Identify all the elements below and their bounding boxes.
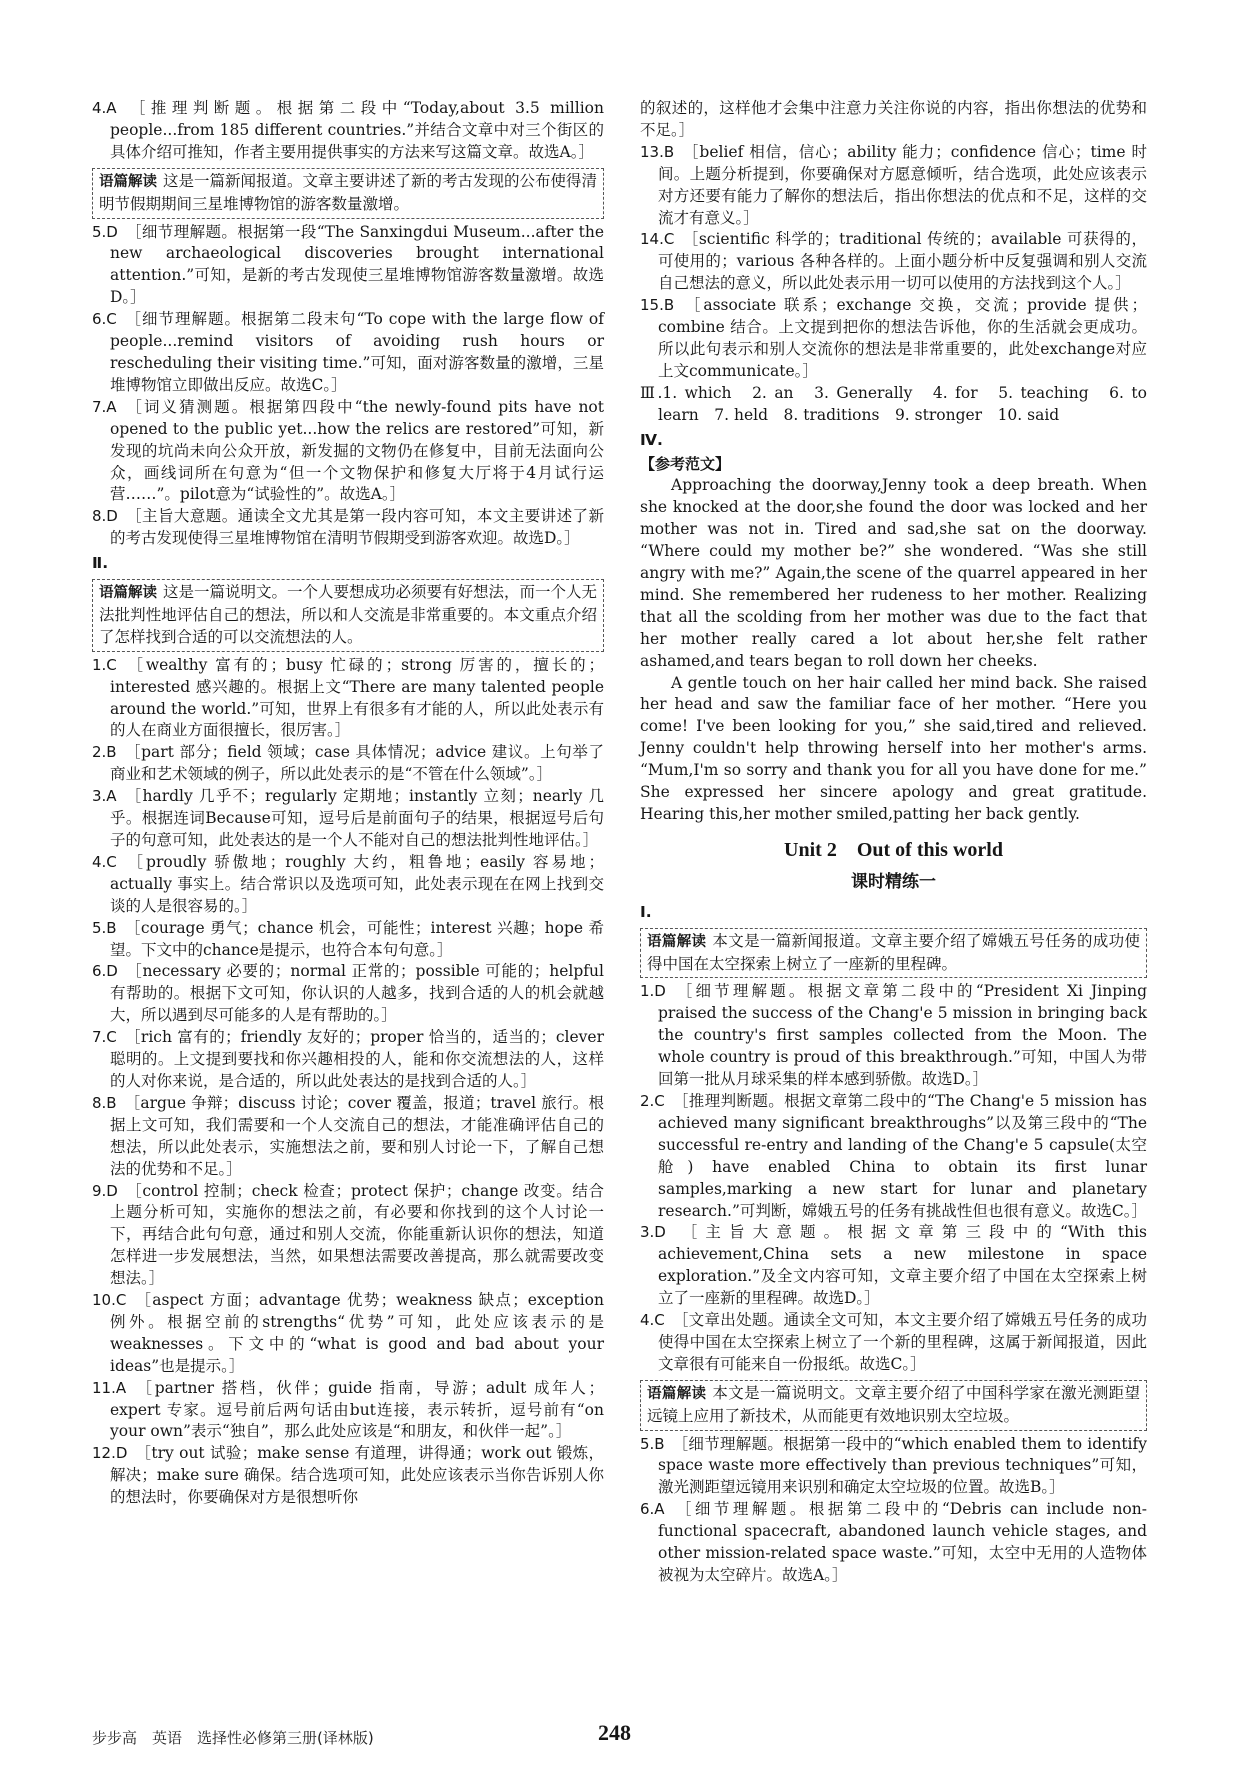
answer-number: 2.B [92, 743, 117, 762]
answer-item [92, 742, 604, 786]
answer-explanation: ［courage 勇气；chance 机会，可能性；interest 兴趣；hope 希望。下文中的chance是提示，也符合本句句意。］ [110, 918, 604, 959]
answer-number: 15.B [640, 296, 675, 315]
answer-explanation: ［aspect 方面；advantage 优势；weakness 缺点；exception 例外。根据空前的strengths“优势”可知，此处应该表示的是weaknesses。下文中的“what is good and bad about your ideas”也是提示。］ [110, 1291, 604, 1375]
answer-number: 4.C [92, 852, 117, 871]
answer-number: 8.B [92, 1093, 117, 1112]
answer-item [92, 961, 604, 1027]
answer-number: 11.A [92, 1378, 127, 1397]
right-column [640, 98, 1147, 1587]
answer-explanation: ［scientific 科学的；traditional 传统的；available 可获得的，可使用的；various 各种各样的。上面小题分析中反复强调和别人交流自己想法的意义，所以此处表示用一切可以使用的方法找到这个人。］ [658, 230, 1147, 293]
answer-item [92, 1181, 604, 1291]
answer-explanation: ［词义猜测题。根据第四段中“the newly-found pits have not opened to the public yet...how the relics are restored”可知，新发现的坑尚未向公众开放，新发掘的文物仍在修复中，目前无法面向公众，画线词所在句意为“但一个文物保护和修复大厅将于4月试行运营……”。pilot意为“试验性的”。故选A。］ [110, 397, 604, 504]
answer-number: 14.C [640, 230, 675, 249]
answer-item [92, 222, 604, 310]
answer-number: 2.C [640, 1091, 665, 1110]
answer-item [92, 1443, 604, 1509]
answer-explanation: ［细节理解题。根据第二段末句“To cope with the large flow of people...remind visitors of avoiding rush hours or rescheduling their visiting time.”可知，面对游客数量的激增，三星堆博物馆立即做出反应。故选C。］ [110, 310, 604, 394]
answer-number: 13.B [640, 142, 675, 161]
answer-item [92, 1093, 604, 1181]
answer-explanation: ［细节理解题。根据第一段“The Sanxingdui Museum...after the new archaeological discoveries brought international attention.”可知，是新的考古发现使三星堆博物馆游客数量激增。故选D。］ [110, 222, 604, 307]
continued-text: 的叙述的，这样他才会集中注意力关注你说的内容，指出你想法的优势和不足。］ [640, 99, 1147, 139]
answer-explanation: ［partner 搭档，伙伴；guide 指南，导游；adult 成年人；expert 专家。逗号前后两句话由but连接，表示转折，逗号前有“on your own”表示“独自”，那么此处应该是“和朋友，和伙伴一起”。］ [110, 1378, 604, 1441]
box-text: 本文是一篇新闻报道。文章主要介绍了嫦娥五号任务的成功使得中国在太空探索上树立了一座新的里程碑。 [647, 931, 1140, 973]
answer-item [640, 142, 1147, 230]
box-text: 这是一篇说明文。一个人要想成功必须要有好想法，而一个人无法批判性地评估自己的想法，所以和人交流是非常重要的。本文重点介绍了怎样找到合适的可以交流想法的人。 [99, 583, 598, 646]
answer-item [640, 981, 1147, 1091]
answer-number: 4.A [92, 99, 117, 117]
answer-item [92, 918, 604, 962]
box-tag: 语篇解读 [99, 173, 157, 190]
section-marker: Ⅱ. [92, 554, 109, 573]
section-marker: Ⅰ. [640, 902, 652, 921]
answer-explanation: ［细节理解题。根据文章第二段中的“President Xi Jinping praised the success of the Chang'e 5 mission in bringing back the country's first samples collected from the Moon. The whole country is proud of this breakthrough.”可知，中国人为带回第一批从月球采集的样本感到骄傲。故选D。］ [658, 982, 1147, 1089]
answer-number: 10.C [92, 1291, 127, 1310]
answer-item [92, 1027, 604, 1093]
answer-explanation: ［主旨大意题。根据文章第三段中的“With this achievement,China sets a new milestone in space exploration.”及全文内容可知，文章主要介绍了中国在太空探索上树立了一座新的里程碑。故选D。］ [658, 1223, 1147, 1308]
answer-explanation: ［推理判断题。根据第二段中“Today,about 3.5 million people...from 185 different countries.”并结合文章中对三个街区的具体介绍可推知，作者主要用提供事实的方法来写这篇文章。故选A。］ [110, 99, 604, 161]
answer-group [92, 98, 604, 164]
answer-item [92, 655, 604, 743]
answer-explanation: ［proudly 骄傲地；roughly 大约，粗鲁地；easily 容易地；actually 事实上。结合常识以及选项可知，此处表示现在在网上找到交谈的人是很容易的。］ [110, 852, 604, 915]
answer-number: 4.C [640, 1311, 665, 1330]
essay-paragraph: A gentle touch on her hair called her mind back. She raised her head and saw the familiar face of her mother. “Here you come! I've been looking for you,” she said,tired and relieved. Jenny couldn't help throwing herself into her mother's arms. “Mum,I'm so sorry and thank you for all you have done for me.” She expressed her sincere apology and great gratitude. Hearing this,her mother smiled,patting her back gently. [640, 673, 1147, 823]
answer-item [92, 852, 604, 918]
box-text: 本文是一篇说明文。文章主要介绍了中国科学家在激光测距望远镜上应用了新技术，从而能更有效地识别太空垃圾。 [647, 1383, 1140, 1425]
answer-number: 3.D [640, 1223, 666, 1242]
answer-explanation: ［argue 争辩；discuss 讨论；cover 覆盖，报道；travel 旅行。根据上文可知，我们需要和一个人交流自己的想法，才能准确评估自己的想法，所以此处表示，实施想法之前，要和别人讨论一下，了解自己想法的优势和不足。］ [110, 1093, 604, 1178]
page-number: 248 [598, 1720, 631, 1745]
answer-explanation: ［associate 联系；exchange 交换，交流；provide 提供；combine 结合。上文提到把你的想法告诉他，你的生活就会更成功。所以此句表示和别人交流你的想法是非常重要的，此处exchange对应上文communicate。］ [658, 296, 1147, 380]
answer-number: 6.C [92, 310, 117, 329]
answer-number: 1.C [92, 655, 117, 674]
passage-reading-box [640, 928, 1147, 979]
answer-item [640, 1499, 1147, 1587]
answer-group [92, 222, 604, 551]
lesson-subtitle: 课时精练一 [851, 871, 936, 892]
section-three-answers: Ⅲ.1. which 2. an 3. Generally 4. for 5. teaching 6. to learn 7. held 8. traditions 9. stronger 10. said [640, 383, 1147, 424]
answer-item [640, 295, 1147, 383]
answer-item [92, 1378, 604, 1444]
answer-explanation: ［wealthy 富有的；busy 忙碌的；strong 厉害的，擅长的；interested 感兴趣的。根据上文“There are many talented people around the world.”可知，世界上有很多有才能的人，所以此处表示有的人在商业方面很擅长，很厉害。］ [110, 655, 604, 740]
answer-number: 7.C [92, 1028, 117, 1047]
box-tag: 语篇解读 [647, 1385, 707, 1402]
answer-item [92, 786, 604, 852]
answer-number: 3.A [92, 787, 117, 806]
answer-number: 6.D [92, 962, 118, 981]
answer-explanation: ［细节理解题。根据第一段中的“which enabled them to identify space waste more effectively than previous techniques”可知，激光测距望远镜用来识别和确定太空垃圾的位置。故选B。］ [658, 1434, 1147, 1497]
essay-paragraph: Approaching the doorway,Jenny took a deep breath. When she knocked at the door,she found the door was locked and her mother was not in. Tired and sad,she sat on the doorway. “Where could my mother be?” she wondered. “Was she still angry with me?” Again,the scene of the quarrel appeared in her mind. She remembered her rudeness to her mother. Realizing that all the scolding from her mother was due to the fact that her mother really cared a lot about her,she felt rather ashamed,and tears began to roll down her cheeks. [640, 476, 1147, 670]
answer-explanation: ［hardly 几乎不；regularly 定期地；instantly 立刻；nearly 几乎。根据连词Because可知，逗号后是前面句子的结果，根据逗号后句子的句意可知，此处表达的是一个人不能对自己的想法批判性地评估。］ [110, 787, 604, 849]
answer-number: 1.D [640, 982, 666, 1001]
answer-explanation: ［try out 试验；make sense 有道理，讲得通；work out 锻炼，解决；make sure 确保。结合选项可知，此处应该表示当你告诉别人你的想法时，你要确保对方是很想听你 [110, 1444, 604, 1507]
answer-number: 5.D [92, 222, 118, 241]
book-footer: 步步高 英语 选择性必修第三册(译林版) [92, 1729, 374, 1747]
answer-group [92, 655, 604, 1509]
box-tag: 语篇解读 [647, 933, 707, 950]
answer-number: 12.D [92, 1444, 128, 1463]
answer-explanation: ［推理判断题。根据文章第二段中的“The Chang'e 5 mission has achieved many significant breakthroughs”以及第三段中的“The successful re-entry and landing of the Chang'e 5 capsule(太空舱) have enabled China to obtain its first lunar samples,marking a new start for lunar and planetary research.”可判断，嫦娥五号的任务有挑战性但也很有意义。故选C。］ [658, 1091, 1147, 1220]
passage-reading-box [640, 1380, 1147, 1431]
answer-item [640, 1434, 1147, 1500]
unit-title: Unit 2 Out of this world [784, 838, 1003, 861]
answer-group [640, 1434, 1147, 1587]
answer-item [92, 98, 604, 164]
answer-item [92, 1290, 604, 1378]
answer-explanation: ［part 部分；field 领域；case 具体情况；advice 建议。上句举了商业和艺术领域的例子，所以此处表示的是“不管在什么领域”。］ [110, 743, 604, 784]
answer-explanation: ［细节理解题。根据第二段中的“Debris can include non-functional spacecraft, abandoned launch vehicle stages, and other mission-related space waste.”可知，太空中无用的人造物体被视为太空碎片。故选A。］ [658, 1500, 1147, 1584]
answer-item [640, 1222, 1147, 1310]
answer-number: 5.B [640, 1434, 665, 1453]
box-text: 这是一篇新闻报道。文章主要讲述了新的考古发现的公布使得清明节假期期间三星堆博物馆的游客数量激增。 [99, 171, 598, 213]
passage-reading-box [92, 168, 604, 219]
answer-number: 9.D [92, 1181, 118, 1200]
answer-number: 8.D [92, 507, 118, 526]
answer-explanation: ［necessary 必要的；normal 正常的；possible 可能的；helpful 有帮助的。根据下文可知，你认识的人越多，找到合适的人的机会就越大，所以遇到尽可能多的人是有帮助的。］ [110, 962, 604, 1025]
answer-number: 6.A [640, 1500, 665, 1519]
answer-explanation: ［文章出处题。通读全文可知，本文主要介绍了嫦娥五号任务的成功使得中国在太空探索上树立了一个新的里程碑，这属于新闻报道，因此文章很有可能来自一份报纸。故选C。］ [658, 1311, 1147, 1373]
reference-essay-title: 【参考范文】 [640, 454, 731, 473]
answer-explanation: ［belief 相信，信心；ability 能力；confidence 信心；time 时间。上题分析提到，你要确保对方愿意倾听，结合选项，此处应该表示对方还要有能力了解你的想法后，指出你想法的优点和不足，这样的交流才有意义。］ [658, 142, 1147, 227]
answer-group [640, 142, 1147, 383]
answer-explanation: ［rich 富有的；friendly 友好的；proper 恰当的，适当的；clever 聪明的。上文提到要找和你兴趣相投的人，能和你交流想法的人，这样的人对你来说，是合适的，所以此处表达的是找到合适的人。］ [110, 1028, 604, 1090]
box-tag: 语篇解读 [99, 585, 157, 602]
answer-item [92, 397, 604, 507]
answer-group [640, 981, 1147, 1375]
answer-number: 5.B [92, 918, 117, 937]
answer-explanation: ［control 控制；check 检查；protect 保护；change 改变。结合上题分析可知，实施你的想法之前，有必要和你找到的这个人讨论一下，再结合此句句意，通过和别人交流，你能重新认识你的想法，知道怎样进一步发展想法，当然，如果想法需要改善提高，那么就需要改变想法。］ [110, 1181, 604, 1288]
answer-number: 7.A [92, 397, 117, 416]
answer-item [640, 1091, 1147, 1222]
answer-item [640, 229, 1147, 295]
passage-reading-box [92, 579, 604, 652]
answer-explanation: ［主旨大意题。通读全文尤其是第一段内容可知，本文主要讲述了新的考古发现使得三星堆博物馆在清明节假期受到游客欢迎。故选D。］ [110, 507, 604, 548]
answer-item [92, 309, 604, 397]
answer-item [640, 1310, 1147, 1376]
answer-item [92, 506, 604, 550]
left-column [92, 98, 604, 1509]
section-marker: Ⅳ. [640, 430, 663, 449]
